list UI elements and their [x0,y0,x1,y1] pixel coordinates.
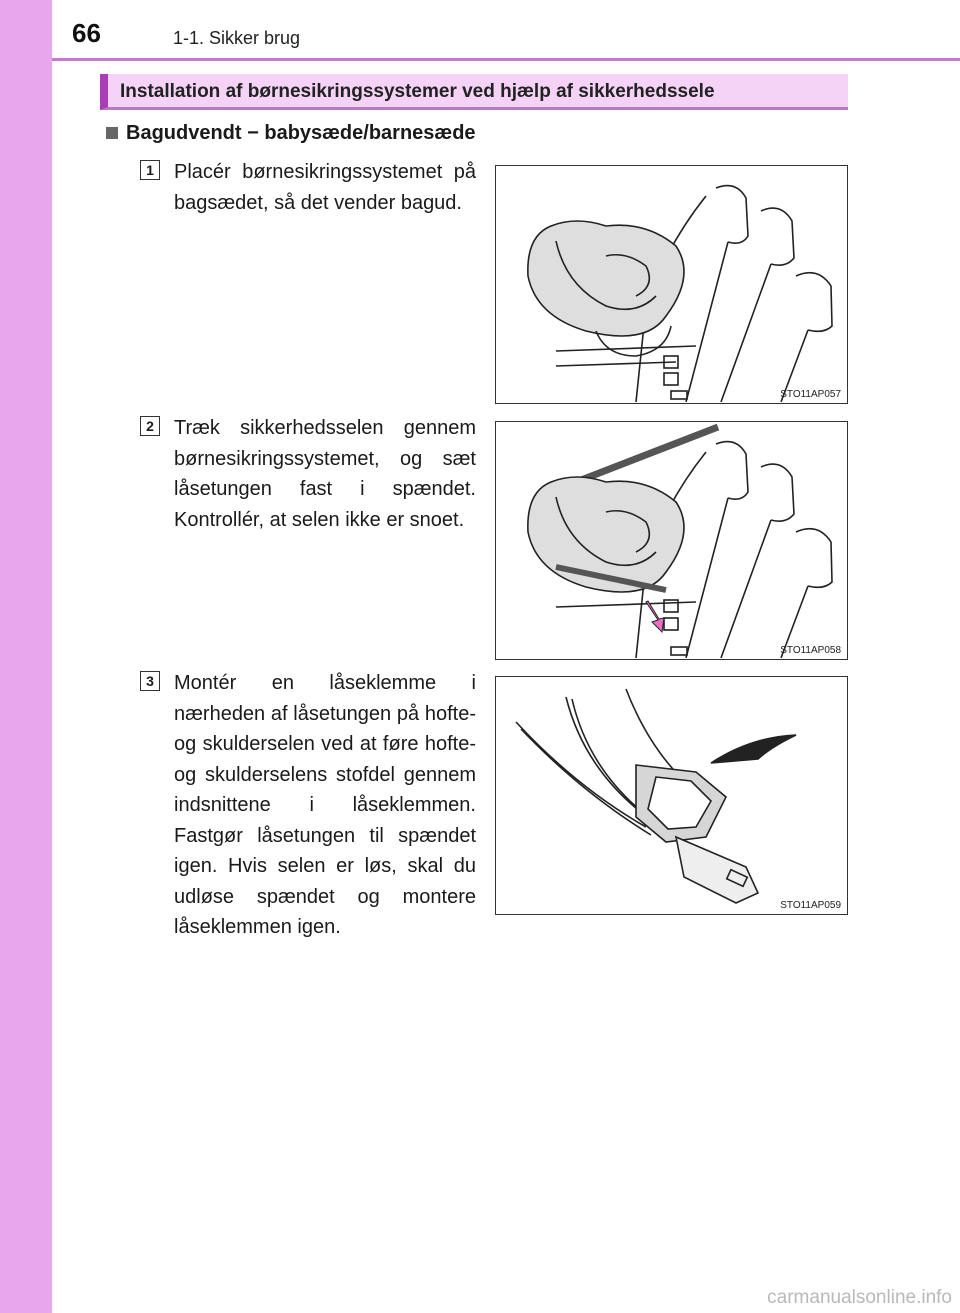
chapter-sidebar-tab [0,0,52,1313]
page-number: 66 [72,18,101,48]
subheading [126,122,476,145]
step-number-2: 2 [140,416,160,436]
step-1-text: Placér børnesikringssystemet på bagsædet, så det vender bagud. [174,161,476,214]
bullet-square-icon [106,127,118,139]
step-number-3: 3 [140,671,160,691]
figure-code: STO11AP058 [780,645,841,656]
child-seat-illustration [496,166,846,402]
figure-rear-facing-seat-placement [495,165,848,404]
figure-belt-routing [495,421,848,660]
header-divider [52,58,960,61]
locking-clip-illustration [496,677,846,913]
section-title: Installation af børnesikringssystemer ved hjælp af sikkerhedssele [120,81,715,102]
figure-code: STO11AP057 [780,389,841,400]
chapter-title: 1-1. Sikker brug [173,28,301,48]
step-number-1: 1 [140,160,160,180]
section-header-bar [100,74,848,110]
watermark-text: carmanualsonline.info [767,1287,952,1308]
subheading-text: Bagudvendt − babysæde/barnesæde [126,122,476,144]
step-2-text: Træk sikkerhedsselen gennem børnesikringssystemet, og sæt låsetungen fast i spændet. Kontrollér, at selen ikke er snoet. [174,417,476,531]
figure-code: STO11AP059 [780,900,841,911]
step-3-text: Montér en låseklemme i nærheden af låsetungen på hofte- og skulderselen ved at føre hofte- og skulderselens stofdel gennem indsnittene i låseklemmen. Fastgør låsetungen til spændet igen. Hvis selen er løs, skal du udløse spændet og montere låseklemmen igen. [174,672,476,938]
belt-routing-illustration [496,422,846,658]
figure-locking-clip [495,676,848,915]
